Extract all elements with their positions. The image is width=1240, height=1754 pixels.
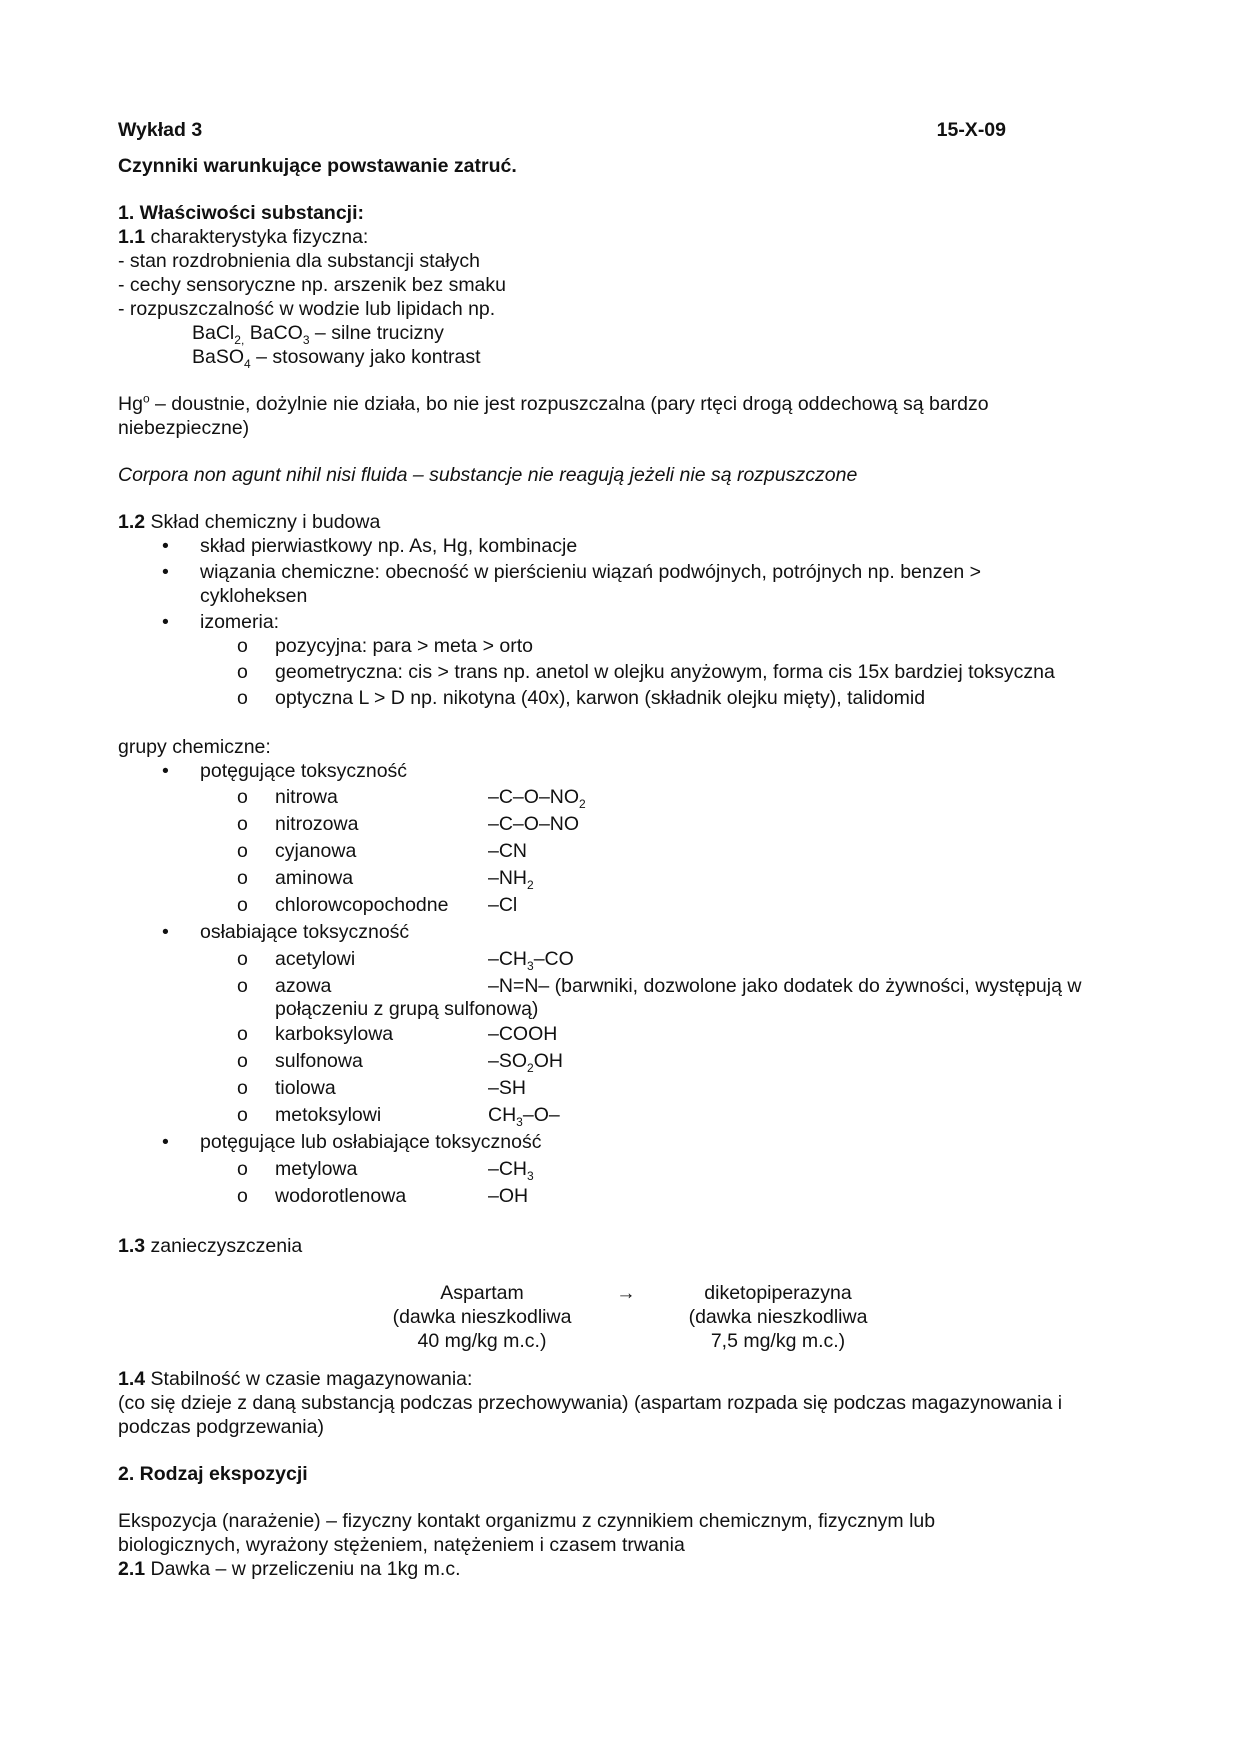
group-row: o nitrowa $-C-O-NO_2$ xyxy=(237,786,586,811)
group-row: o aminowa $-NH_2$ xyxy=(237,867,534,892)
isomer-list xyxy=(118,634,1128,712)
list-item: • osłabiające toksyczność xyxy=(162,921,410,943)
groups-title: grupy chemiczne: xyxy=(118,736,271,758)
physical-line: - cechy sensoryczne np. arszenik bez smaku xyxy=(118,274,507,296)
section-1-4-heading: 1.4 Stabilność w czasie magazynowania: xyxy=(118,1368,473,1390)
group-row: o chlorowcopochodne –Cl xyxy=(237,894,518,916)
main-heading: Czynniki warunkujące powstawanie zatruć. xyxy=(118,155,517,177)
list-item: o pozycyjna: para > meta > orto xyxy=(237,635,533,657)
physical-line: - rozpuszczalność w wodzie lub lipidach np. xyxy=(118,298,496,320)
list-item: • izomeria: xyxy=(162,611,280,633)
impurity-table xyxy=(118,1281,1128,1355)
document-page xyxy=(118,118,1128,1581)
list-item: o geometryczna: cis > trans np. anetol w olejku anyżowym, forma cis 15x bardziej toksyczna xyxy=(237,661,1055,683)
group-row: o cyjanowa –CN xyxy=(237,840,528,862)
groups-list xyxy=(118,920,1128,947)
list-item: • wiązania chemiczne: obecność w pierścieniu wiązań podwójnych, potrójnych np. benzen > cykloheksen xyxy=(162,561,981,607)
aspartam-cell: Aspartam (dawka nieszkodliwa 40 mg/kg m.c.) xyxy=(392,1282,572,1352)
lecture-date: 15-X-09 xyxy=(936,119,1006,141)
stability-paragraph: (co się dzieje z daną substancją podczas przechowywania) (aspartam rozpada się podczas magazynowania i podczas podgrzewania) xyxy=(118,1392,1063,1438)
group-row: o metoksylowi $CH_3-O-$ xyxy=(237,1104,560,1129)
exposure-paragraph: Ekspozycja (narażenie) – fizyczny kontakt organizmu z czynnikiem chemicznym, fizycznym lub biologicznych, wyrażony stężeniem, natężeniem i czasem trwania xyxy=(118,1510,936,1556)
group-row: o metylowa $-CH_3$ xyxy=(237,1158,534,1183)
section-2-1-heading: 2.1 Dawka – w przeliczeniu na 1kg m.c. xyxy=(118,1558,461,1580)
groups-list xyxy=(118,1130,1128,1157)
mercury-paragraph: Hg$^o$ – doustnie, dożylnie nie działa, bo nie jest rozpuszczalna (pary rtęci drogą oddechową są bardzo niebezpieczne) xyxy=(118,391,989,439)
section-1-1-heading: 1.1 charakterystyka fizyczna: xyxy=(118,226,369,248)
list-item: • potęgujące toksyczność xyxy=(162,760,408,782)
section-1-2-heading: 1.2 Skład chemiczny i budowa xyxy=(118,511,381,533)
lecture-header xyxy=(118,118,1006,142)
groups-list xyxy=(118,759,1128,785)
group-row: o acetylowi $-CH_3-CO$ xyxy=(237,948,574,973)
section-1-title: 1. Właściwości substancji: xyxy=(118,202,364,224)
group-row: o nitrozowa –C–O–NO xyxy=(237,813,580,835)
latin-maxim: Corpora non agunt nihil nisi fluida – substancje nie reagują jeżeli nie są rozpuszczone xyxy=(118,464,858,486)
group-row: o sulfonowa $-SO_2OH$ xyxy=(237,1050,563,1075)
composition-list xyxy=(118,534,1128,634)
barium-line-1: BaCl$_{2,}$ BaCO$_3$ – silne trucizny xyxy=(192,322,444,347)
lecture-title: Wykład 3 xyxy=(118,119,203,141)
group-row: o tiolowa –SH xyxy=(237,1077,526,1099)
list-item: o optyczna L > D np. nikotyna (40x), karwon (składnik olejku mięty), talidomid xyxy=(237,687,926,709)
section-1-3-heading: 1.3 zanieczyszczenia xyxy=(118,1235,303,1257)
physical-line: - stan rozdrobnienia dla substancji stałych xyxy=(118,250,481,272)
barium-line-2: BaSO$_4$ – stosowany jako kontrast xyxy=(192,346,481,371)
list-item: • skład pierwiastkowy np. As, Hg, kombinacje xyxy=(162,535,578,557)
section-2-title: 2. Rodzaj ekspozycji xyxy=(118,1463,308,1485)
arrow-icon: → xyxy=(616,1282,636,1304)
list-item: • potęgujące lub osłabiające toksyczność xyxy=(162,1131,542,1153)
group-row: o karboksylowa –COOH xyxy=(237,1023,558,1045)
group-row-azo: o azowa –N=N– (barwniki, dozwolone jako dodatek do żywności, występują w połączeniu z grupą sulfonową) xyxy=(237,975,1082,1020)
diketopiperazine-cell: diketopiperazyna (dawka nieszkodliwa 7,5 mg/kg m.c.) xyxy=(688,1282,868,1352)
group-row: o wodorotlenowa –OH xyxy=(237,1185,529,1207)
